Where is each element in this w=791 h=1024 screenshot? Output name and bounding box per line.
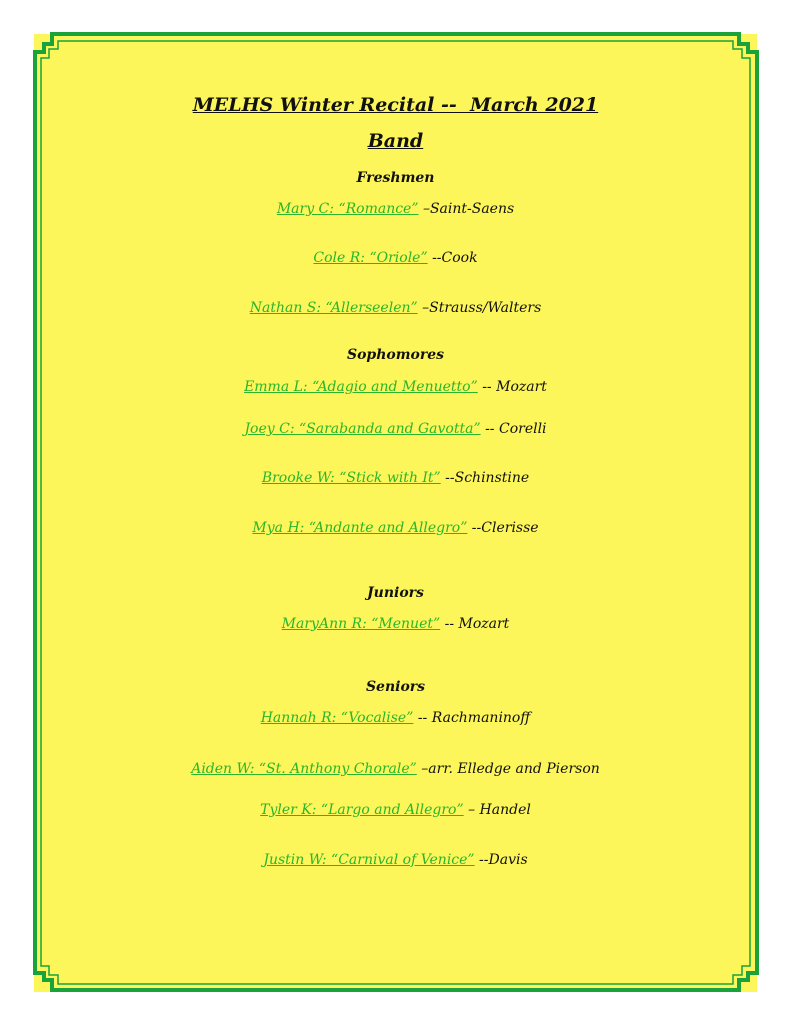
composer: – Handel bbox=[463, 802, 531, 818]
program-entry bbox=[0, 199, 791, 219]
performer-link[interactable]: Cole R: “Oriole” bbox=[313, 250, 428, 266]
composer: –arr. Elledge and Pierson bbox=[416, 761, 600, 777]
program-entry bbox=[0, 248, 791, 268]
composer: --Clerisse bbox=[467, 520, 539, 536]
program-entry bbox=[0, 419, 791, 439]
performer-link[interactable]: Nathan S: “Allerseelen” bbox=[249, 300, 418, 316]
program-entry bbox=[0, 708, 791, 728]
composer: --Cook bbox=[427, 250, 478, 266]
composer: –Saint-Saens bbox=[418, 201, 515, 217]
performer-link[interactable]: MaryAnn R: “Menuet” bbox=[281, 616, 441, 632]
program-entry bbox=[0, 518, 791, 538]
composer: –Strauss/Walters bbox=[417, 300, 542, 316]
section-heading-seniors: Seniors bbox=[365, 679, 426, 695]
recital-title: MELHS Winter Recital -- March 2021 bbox=[192, 94, 599, 116]
performer-link[interactable]: Mary C: “Romance” bbox=[276, 201, 419, 217]
program-entry bbox=[0, 800, 791, 820]
section-heading-sophomores: Sophomores bbox=[346, 347, 445, 363]
program-entry bbox=[0, 850, 791, 870]
program-entry bbox=[0, 377, 791, 397]
band-subtitle: Band bbox=[367, 130, 424, 152]
composer: --Davis bbox=[474, 852, 528, 868]
program-entry bbox=[0, 468, 791, 488]
composer: -- Mozart bbox=[477, 379, 547, 395]
performer-link[interactable]: Aiden W: “St. Anthony Chorale” bbox=[191, 761, 417, 777]
section-heading-juniors: Juniors bbox=[367, 585, 424, 601]
performer-link[interactable]: Tyler K: “Largo and Allegro” bbox=[260, 802, 464, 818]
performer-link[interactable]: Hannah R: “Vocalise” bbox=[260, 710, 414, 726]
section-heading-freshmen: Freshmen bbox=[356, 170, 435, 186]
composer: -- Rachmaninoff bbox=[413, 710, 531, 726]
performer-link[interactable]: Mya H: “Andante and Allegro” bbox=[252, 520, 468, 536]
composer: -- Mozart bbox=[440, 616, 510, 632]
performer-link[interactable]: Joey C: “Sarabanda and Gavotta” bbox=[244, 421, 481, 437]
program-entry bbox=[0, 759, 791, 779]
performer-link[interactable]: Justin W: “Carnival of Venice” bbox=[263, 852, 475, 868]
composer: -- Corelli bbox=[480, 421, 547, 437]
program-entry bbox=[0, 614, 791, 634]
composer: --Schinstine bbox=[440, 470, 530, 486]
performer-link[interactable]: Emma L: “Adagio and Menuetto” bbox=[244, 379, 478, 395]
program-entry bbox=[0, 298, 791, 318]
performer-link[interactable]: Brooke W: “Stick with It” bbox=[261, 470, 441, 486]
